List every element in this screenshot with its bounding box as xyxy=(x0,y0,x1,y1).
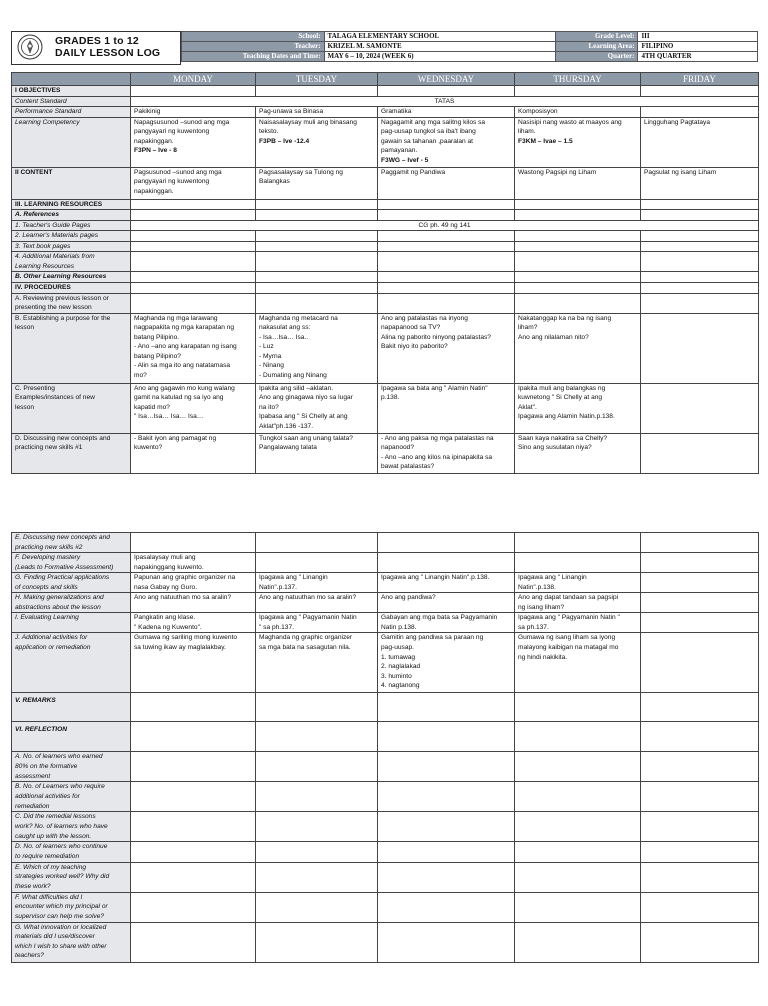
learners-materials-label: 2. Learner's Materials pages xyxy=(12,231,131,242)
other-resources-label: B. Other Learning Resources xyxy=(12,272,131,283)
content-wednesday: Paggamit ng Pandiwa xyxy=(378,167,515,199)
purpose-monday: Maghanda ng mga larawang nagpapakita ng mga karapatan ng batang Pilipino. - Ano –ano ang karapatan ng isang batang Pilipino? - Alin sa mga ito ang natatamasa mo? xyxy=(131,313,256,383)
evaluating-label: I. Evaluating Learning xyxy=(12,613,131,633)
teachers-guide-value: CG ph. 49 ng 141 xyxy=(131,220,759,231)
performance-wednesday: Gramatika xyxy=(378,107,515,118)
school-value: TALAGA ELEMENTARY SCHOOL xyxy=(324,32,555,42)
table-row xyxy=(12,593,759,613)
developing-mastery-label: F. Developing mastery (Leads to Formative Assessment) xyxy=(12,553,131,573)
discussing-wednesday: - Ano ang paksa ng mga patalastas na napanood? - Ano –ano ang kilos na ipinapakita sa bawat patalastas? xyxy=(378,433,515,473)
reflection-c-label: C. Did the remedial lessons work? No. of learners who have caught up with the lesson. xyxy=(12,812,131,842)
table-row xyxy=(12,293,759,313)
evaluating-tuesday: Ipagawa ang " Pagyamanin Natin " sa ph.137. xyxy=(256,613,378,633)
table-row xyxy=(12,96,759,107)
discussing-tuesday: Tungkol saan ang unang talata? Pangalawang talata xyxy=(256,433,378,473)
purpose-wednesday: Ano ang patalastas na inyong napapanood sa TV? Alina ng paborito ninyong patalastas? Bakit niyo ito paborito? xyxy=(378,313,515,383)
additional-thursday: Gumawa ng isang liham sa iyong malayong kaibigan na matagal mo ng hindi nakikita. xyxy=(515,633,641,693)
table-row xyxy=(12,117,759,167)
presenting-monday: Ano ang gagawin mo kung walang gamit na katulad ng sa iyo ang kapatid mo? " Isa…Isa… Isa… Isa… xyxy=(131,383,256,433)
content-thursday: Wastong Pagsipi ng Liham xyxy=(515,167,641,199)
table-row xyxy=(12,812,759,842)
table-row xyxy=(12,167,759,199)
evaluating-thursday: Ipagawa ang " Pagyamanin Natin " sa ph.137. xyxy=(515,613,641,633)
table-row xyxy=(12,433,759,473)
learning-area-label: Learning Area: xyxy=(555,42,638,52)
table-row xyxy=(12,283,759,294)
dates-value: MAY 6 – 10, 2024 (WEEK 6) xyxy=(324,52,555,62)
references-label: A. References xyxy=(12,210,131,221)
content-standard-label: Content Standard xyxy=(12,96,131,107)
lc-thursday: Nasisipi nang wasto at maayos ang liham. F3KM – Ivae – 1.5 xyxy=(515,117,641,167)
applications-thursday: Ipagawa ang " Linangin Natin".p.138. xyxy=(515,573,641,593)
discussing-2-label: E. Discussing new concepts and practicing new skills #2 xyxy=(12,533,131,553)
table-row xyxy=(12,922,759,962)
table-row xyxy=(12,633,759,693)
table-row xyxy=(12,241,759,252)
title-box xyxy=(11,31,181,65)
deped-seal-icon xyxy=(17,34,43,60)
dates-label: Teaching Dates and Time: xyxy=(182,52,325,62)
performance-tuesday: Pag-unawa sa Binasa xyxy=(256,107,378,118)
table-row xyxy=(12,722,759,752)
day-wednesday: WEDNESDAY xyxy=(378,73,515,86)
generalizations-monday: Ano ang natuuthan mo sa aralin? xyxy=(131,593,256,613)
reflection-d-label: D. No. of learners who continue to require remediation xyxy=(12,842,131,862)
lesson-table-page-1 xyxy=(11,72,759,474)
performance-standard-label: Performance Standard xyxy=(12,107,131,118)
generalizations-tuesday: Ano ang natuuthan mo sa aralin? xyxy=(256,593,378,613)
textbook-label: 3. Text book pages xyxy=(12,241,131,252)
title-line-2: DAILY LESSON LOG xyxy=(55,47,161,59)
performance-friday xyxy=(641,107,759,118)
table-row xyxy=(12,573,759,593)
remarks-label: V. REMARKS xyxy=(12,693,131,722)
lc-tuesday: Naisasalaysay muli ang binasang teksto. F3PB – Ive -12.4 xyxy=(256,117,378,167)
lc-monday: Napagsusunod –sunod ang mga pangyayari ng kuwentong napakinggan. F3PN – Ive - 8 xyxy=(131,117,256,167)
reflection-g-label: G. What innovation or localized materials did I use/discover which I wish to share with other teachers? xyxy=(12,922,131,962)
content-standard-value: TATAS xyxy=(131,96,759,107)
table-row xyxy=(12,892,759,922)
presenting-tuesday: Ipakita ang silid –aklatan. Ano ang ginagawa niyo sa lugar na ito? Ipabasa ang " Si Chelly at ang Aklat"ph.136 -137. xyxy=(256,383,378,433)
table-row xyxy=(12,752,759,782)
header-info-table xyxy=(181,31,758,62)
additional-tuesday: Maghanda ng graphic organizer sa mga bata na sasagutan nila. xyxy=(256,633,378,693)
table-row xyxy=(12,553,759,573)
day-monday: MONDAY xyxy=(131,73,256,86)
evaluating-wednesday: Gabayan ang mga bata sa Pagyamanin Natin p.138. xyxy=(378,613,515,633)
reviewing-label: A. Reviewing previous lesson or presenting the new lesson xyxy=(12,293,131,313)
content-label: II CONTENT xyxy=(12,167,131,199)
teacher-value: KRIZEL M. SAMONTE xyxy=(324,42,555,52)
lesson-log-header xyxy=(11,31,758,64)
table-row xyxy=(12,220,759,231)
table-row xyxy=(12,842,759,862)
reflection-a-label: A. No. of learners who earned 80% on the formative assessment xyxy=(12,752,131,782)
table-row xyxy=(12,86,759,97)
reflection-e-label: E. Which of my teaching strategies worked well? Why did these work? xyxy=(12,862,131,892)
content-tuesday: Pagsasalaysay sa Tulong ng Balangkas xyxy=(256,167,378,199)
additional-monday: Gumawa ng sariling mong kuwento sa tuwing ikaw ay maglalakbay. xyxy=(131,633,256,693)
lc-code: F3PN – Ive - 8 xyxy=(134,147,177,155)
table-row xyxy=(12,231,759,242)
corner-cell xyxy=(12,73,131,86)
additional-activities-label: J. Additional activities for application or remediation xyxy=(12,633,131,693)
lc-wednesday: Nagagamit ang mga salitng kilos sa pag-uusap tungkol sa iba't ibang gawain sa tahanan ,paaralan at pamayanan. F3WG – Ivef - 5 xyxy=(378,117,515,167)
performance-thursday: Komposisyon xyxy=(515,107,641,118)
applications-wednesday: Ipagawa ang " Linangin Natin".p.138. xyxy=(378,573,515,593)
table-row xyxy=(12,199,759,210)
performance-monday: Pakikinig xyxy=(131,107,256,118)
evaluating-monday: Pangkatin ang klase. " Kadena ng Kuwento". xyxy=(131,613,256,633)
applications-monday: Papunan ang graphic organizer na nasa Gabay ng Guro. xyxy=(131,573,256,593)
purpose-tuesday: Maghanda ng metacard na nakasulat ang ss: - Isa…Isa… Isa.. - Luz - Myrna - Ninang - Dumating ang Ninang xyxy=(256,313,378,383)
title-line-1: GRADES 1 to 12 xyxy=(55,35,139,47)
lc-friday: Lingguhang Pagtataya xyxy=(641,117,759,167)
quarter-label: Quarter: xyxy=(555,52,638,62)
quarter-value: 4TH QUARTER xyxy=(638,52,758,62)
learning-resources-label: III. LEARNING RESOURCES xyxy=(12,199,131,210)
grade-value: III xyxy=(638,32,758,42)
content-monday: Pagsusunod –sunod ang mga pangyayari ng kuwentong napakinggan. xyxy=(131,167,256,199)
day-friday: FRIDAY xyxy=(641,73,759,86)
grade-label: Grade Level: xyxy=(555,32,638,42)
discussing-monday: - Bakit iyon ang pamagat ng kuwento? xyxy=(131,433,256,473)
teachers-guide-label: 1. Teacher's Guide Pages xyxy=(12,220,131,231)
table-row xyxy=(12,210,759,221)
table-row xyxy=(12,383,759,433)
objectives-label: I OBJECTIVES xyxy=(12,86,131,97)
applications-label: G. Finding Practical applications of concepts and skills xyxy=(12,573,131,593)
discussing-1-label: D. Discussing new concepts and practicing new skills #1 xyxy=(12,433,131,473)
table-row xyxy=(12,107,759,118)
lesson-table-page-2 xyxy=(11,532,759,963)
day-tuesday: TUESDAY xyxy=(256,73,378,86)
establishing-purpose-label: B. Establishing a purpose for the lesson xyxy=(12,313,131,383)
presenting-wednesday: Ipagawa sa bata ang " Alamin Natin" p.138. xyxy=(378,383,515,433)
table-row xyxy=(12,862,759,892)
lc-code: F3KM – Ivae – 1.5 xyxy=(518,137,573,145)
presenting-label: C. Presenting Examples/instances of new lesson xyxy=(12,383,131,433)
table-row xyxy=(12,533,759,553)
reflection-f-label: F. What difficulties did I encounter which my principal or supervisor can help me solve? xyxy=(12,892,131,922)
reflection-b-label: B. No. of Learners who require additional activities for remediation xyxy=(12,782,131,812)
lc-code: F3PB – Ive -12.4 xyxy=(259,137,310,145)
day-thursday: THURSDAY xyxy=(515,73,641,86)
applications-tuesday: Ipagawa ang " Linangin Natin".p.137. xyxy=(256,573,378,593)
table-row xyxy=(12,272,759,283)
discussing-thursday: Saan kaya nakatira sa Chelly? Sino ang susulatan niya? xyxy=(515,433,641,473)
lc-code: F3WG – Ivef - 5 xyxy=(381,156,429,164)
table-row xyxy=(12,252,759,272)
procedures-label: IV. PROCEDURES xyxy=(12,283,131,294)
generalizations-label: H. Making generalizations and abstractions about the lesson xyxy=(12,593,131,613)
content-friday: Pagsulat ng isang Liham xyxy=(641,167,759,199)
purpose-thursday: Nakatanggap ka na ba ng isang liham? Ano ang nilalaman nito? xyxy=(515,313,641,383)
presenting-thursday: Ipakita muli ang balangkas ng kuwnetong " Si Chelly at ang Aklat". Ipagawa ang Alamin Natin.p.138. xyxy=(515,383,641,433)
learning-area-value: FILIPINO xyxy=(638,42,758,52)
reflection-label: VI. REFLECTION xyxy=(12,722,131,752)
school-label: School: xyxy=(182,32,325,42)
teacher-label: Teacher: xyxy=(182,42,325,52)
day-header-row xyxy=(12,73,759,86)
learning-competency-label: Learning Competency xyxy=(12,117,131,167)
table-row xyxy=(12,782,759,812)
generalizations-wednesday: Ano ang pandiwa? xyxy=(378,593,515,613)
table-row xyxy=(12,613,759,633)
additional-materials-label: 4. Additional Materials from Learning Resources xyxy=(12,252,131,272)
additional-wednesday: Gamitin ang pandiwa sa paraan ng pag-uusap. 1. tumawag 2. naglalakad 3. huminto 4. nagtanong xyxy=(378,633,515,693)
table-row xyxy=(12,693,759,722)
mastery-monday: Ipasalaysay muli ang napakinggang kuwento. xyxy=(131,553,256,573)
table-row xyxy=(12,313,759,383)
generalizations-thursday: Ano ang dapat tandaan sa pagsipi ng isang liham? xyxy=(515,593,641,613)
